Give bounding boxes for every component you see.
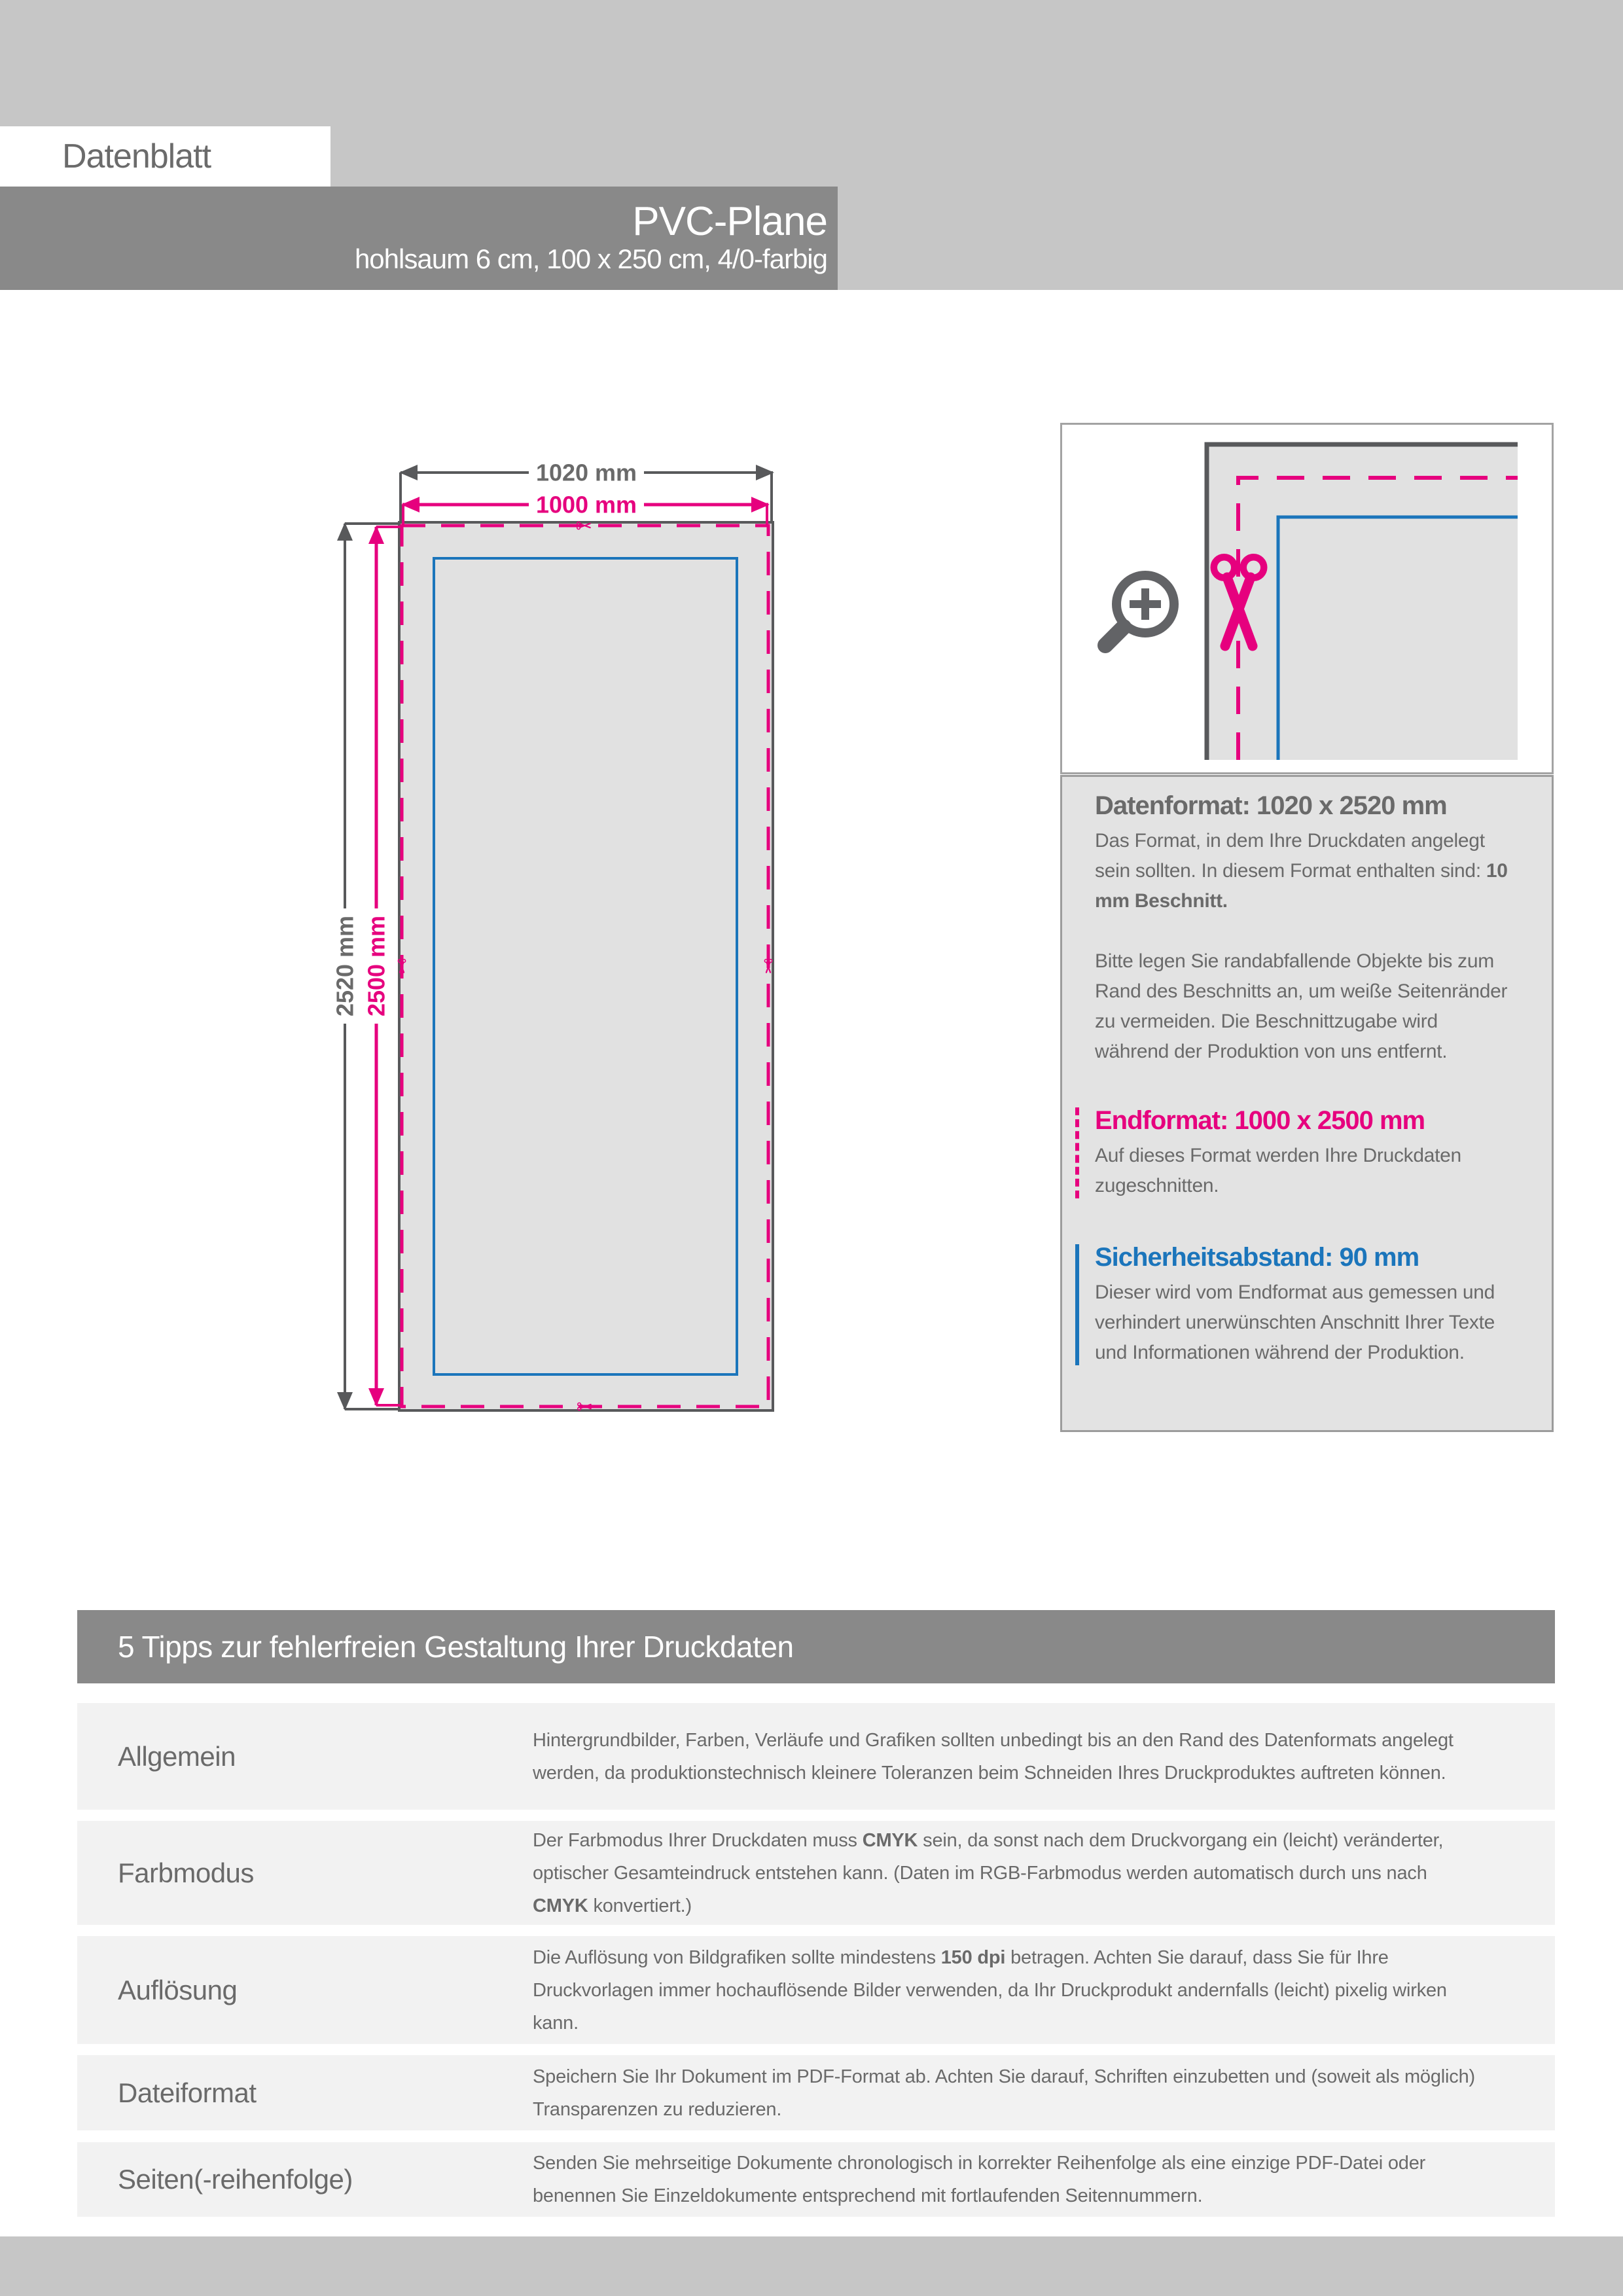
tip-text: Der Farbmodus Ihrer Druckdaten muss CMYK sein, da sonst nach dem Druckvorgang ein (leicht) veränderter, optischer Gesamteindruck entstehen kann. (Daten im RGB-Farbmodus werden automatisch durch uns nach CMYK konvertiert.) xyxy=(533,1829,1444,1916)
datenblatt-label-box xyxy=(0,126,330,187)
datenformat-paragraph: Bitte legen Sie randabfallende Objekte bis zum Rand des Beschnitts an, um weiße Seitenränder zu vermeiden. Die Beschnittzugabe wird während der Produktion von uns entfernt. xyxy=(1095,950,1508,1062)
safety-solid-marker xyxy=(1075,1244,1079,1365)
tip-row-farbmodus xyxy=(77,1821,1555,1925)
endformat-width-label: 1000 mm xyxy=(535,491,637,518)
tips-header-band xyxy=(77,1610,1555,1683)
endformat-dashed-marker xyxy=(1075,1107,1079,1198)
detail-bleed-fill xyxy=(1207,444,1518,760)
tip-label: Seiten(-reihenfolge) xyxy=(118,2164,353,2195)
tip-row-seitenreihenfolge xyxy=(77,2142,1555,2217)
format-diagram xyxy=(288,458,798,1440)
arrow-down-icon xyxy=(337,1392,353,1410)
product-title: PVC-Plane xyxy=(632,199,827,245)
format-info-panel xyxy=(1060,775,1554,1432)
datenformat-height-dimension xyxy=(330,522,360,1410)
arrow-down-icon xyxy=(368,1388,384,1407)
section-datenformat xyxy=(1095,791,1532,1067)
section-sicherheitsabstand xyxy=(1095,1243,1532,1368)
tip-label: Allgemein xyxy=(118,1740,236,1772)
arrow-left-icon xyxy=(399,465,418,480)
tips-title: 5 Tipps zur fehlerfreien Gestaltung Ihrer Druckdaten xyxy=(118,1630,794,1664)
magnifier-icon xyxy=(1105,575,1174,645)
tip-text: Die Auflösung von Bildgrafiken sollte mindestens 150 dpi betragen. Achten Sie darauf, dass Sie für Ihre Druckvorlagen immer hochauflösende Bilder verwenden, da Ihr Druckprodukt andernfalls (leicht) pixelig wirken kann. xyxy=(533,1946,1447,2034)
datenformat-width-dimension xyxy=(399,458,774,488)
datenformat-width-label: 1020 mm xyxy=(535,459,637,486)
tip-label: Dateiformat xyxy=(118,2077,257,2108)
arrow-up-icon xyxy=(368,526,384,544)
endformat-heading: Endformat: 1000 x 2500 mm xyxy=(1095,1106,1425,1135)
tip-label: Farbmodus xyxy=(118,1857,254,1888)
arrow-up-icon xyxy=(337,522,353,541)
datenformat-rect xyxy=(399,522,773,1410)
tip-text: Senden Sie mehrseitige Dokumente chronologisch in korrekter Reihenfolge als eine einzige PDF-Datei oder benennen Sie Einzeldokumente entsprechend mit fortlaufenden Seitennummern. xyxy=(533,2153,1426,2206)
endformat-width-dimension xyxy=(401,490,770,520)
datenblatt-label: Datenblatt xyxy=(62,137,211,175)
tip-row-dateiformat xyxy=(77,2055,1555,2130)
datenformat-height-label: 2520 mm xyxy=(331,915,359,1017)
footer-band xyxy=(0,2236,1623,2296)
tip-text: Hintergrundbilder, Farben, Verläufe und Grafiken sollten unbedingt bis an den Rand des Datenformats angelegt werden, da produktionstechnisch kleinere Toleranzen beim Schneiden Ihres Druckproduktes auftreten können. xyxy=(533,1729,1454,1784)
datenformat-paragraph: Das Format, in dem Ihre Druckdaten angelegt sein sollten. In diesem Format enthalten sind: 10 mm Beschnitt. xyxy=(1095,830,1508,912)
endformat-height-label: 2500 mm xyxy=(363,915,390,1017)
corner-detail-drawing xyxy=(1062,425,1552,772)
corner-detail-box xyxy=(1060,423,1554,774)
safety-heading: Sicherheitsabstand: 90 mm xyxy=(1095,1243,1419,1272)
product-subtitle: hohlsaum 6 cm, 100 x 250 cm, 4/0-farbig xyxy=(354,243,827,275)
safety-paragraph: Dieser wird vom Endformat aus gemessen und verhindert unerwünschten Anschnitt Ihrer Texte und Informationen während der Produktion. xyxy=(1095,1282,1495,1363)
endformat-paragraph: Auf dieses Format werden Ihre Druckdaten zugeschnitten. xyxy=(1095,1145,1461,1196)
product-banner xyxy=(0,187,838,290)
datenformat-heading: Datenformat: 1020 x 2520 mm xyxy=(1095,791,1447,820)
section-endformat xyxy=(1095,1106,1532,1201)
tip-label: Auflösung xyxy=(118,1974,238,2005)
endformat-height-dimension xyxy=(361,526,391,1407)
tip-row-aufloesung xyxy=(77,1936,1555,2044)
tip-text: Speichern Sie Ihr Dokument im PDF-Format ab. Achten Sie darauf, Schriften einzubetten und (soweit als möglich) Transparenzen zu reduzieren. xyxy=(533,2066,1475,2120)
tip-row-allgemein xyxy=(77,1703,1555,1810)
